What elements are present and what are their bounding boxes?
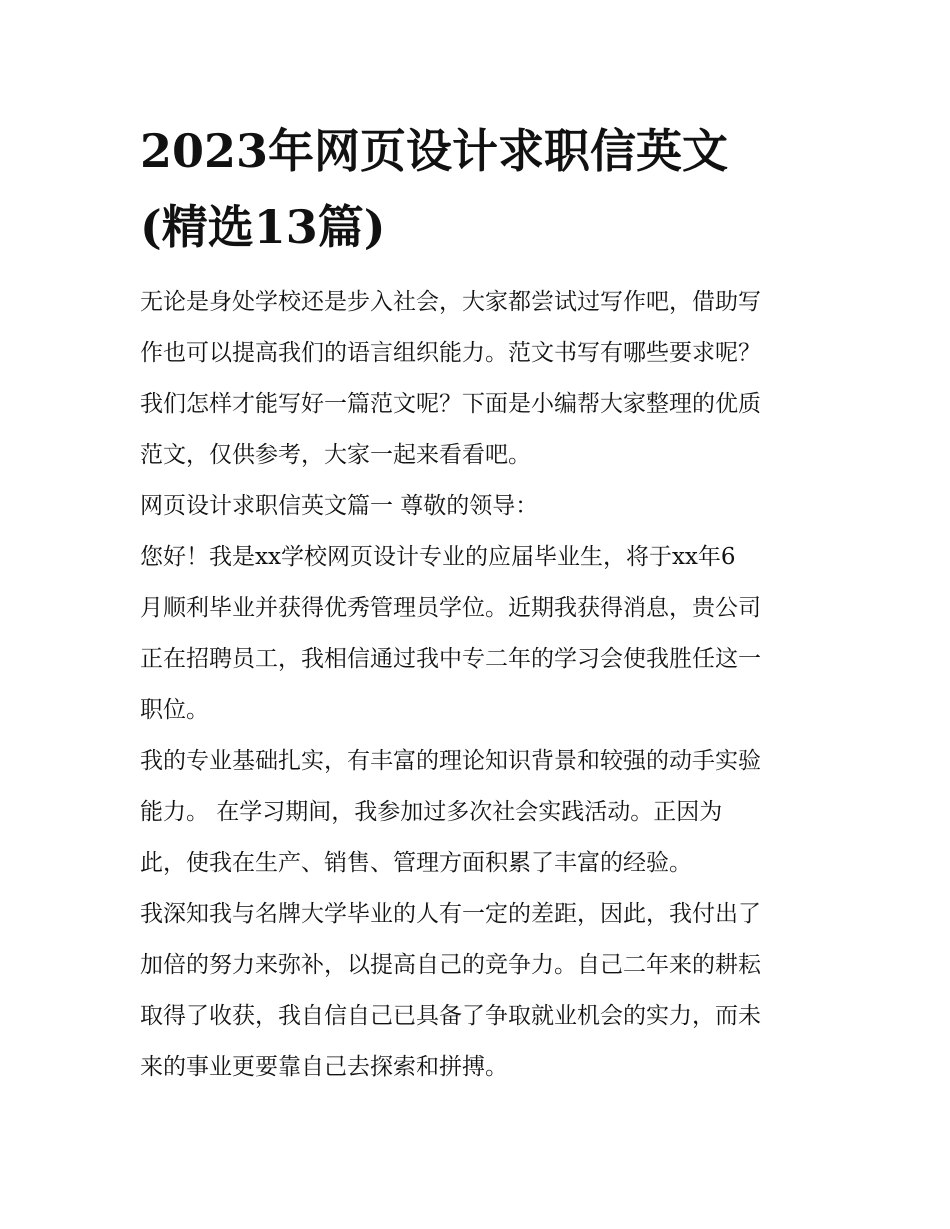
text-line: 月顺利毕业并获得优秀管理员学位。近期我获得消息，贵公司 <box>140 595 761 621</box>
text-line: 您好！我是xx学校网页设计专业的应届毕业生，将于xx年6 <box>140 544 736 570</box>
text-line: 能力。 在学习期间，我参加过多次社会实践活动。正因为 <box>140 799 723 825</box>
text-line: 正在招聘员工，我相信通过我中专二年的学习会使我胜任这一 <box>140 646 761 672</box>
text-line: 取得了收获，我自信自己已具备了争取就业机会的实力，而未 <box>140 1003 761 1029</box>
text-line: 此，使我在生产、销售、管理方面积累了丰富的经验。 <box>140 850 692 876</box>
title-line: 2023年网页设计求职信英文 <box>140 124 729 178</box>
document-content <box>140 113 812 1093</box>
section-heading-paragraph <box>140 481 812 532</box>
text-line: 网页设计求职信英文篇一 尊敬的领导： <box>140 493 539 519</box>
effort-paragraph <box>140 889 812 1093</box>
text-line: 范文，仅供参考，大家一起来看看吧。 <box>140 442 531 468</box>
text-line: 职位。 <box>140 697 209 723</box>
text-line: 我们怎样才能写好一篇范文呢？下面是小编帮大家整理的优质 <box>140 391 761 417</box>
document-title <box>140 113 812 265</box>
text-line: 来的事业更要靠自己去探索和拼搏。 <box>140 1054 508 1080</box>
text-line: 加倍的努力来弥补，以提高自己的竞争力。自己二年来的耕耘 <box>140 952 761 978</box>
text-line: 无论是身处学校还是步入社会，大家都尝试过写作吧，借助写 <box>140 289 761 315</box>
intro-paragraph <box>140 277 812 481</box>
greeting-paragraph <box>140 532 812 736</box>
skills-paragraph <box>140 736 812 889</box>
title-line: (精选13篇) <box>140 200 386 254</box>
text-line: 我的专业基础扎实，有丰富的理论知识背景和较强的动手实验 <box>140 748 761 774</box>
document-body <box>140 277 812 1093</box>
text-line: 我深知我与名牌大学毕业的人有一定的差距，因此，我付出了 <box>140 901 761 927</box>
text-line: 作也可以提高我们的语言组织能力。范文书写有哪些要求呢？ <box>140 340 761 366</box>
